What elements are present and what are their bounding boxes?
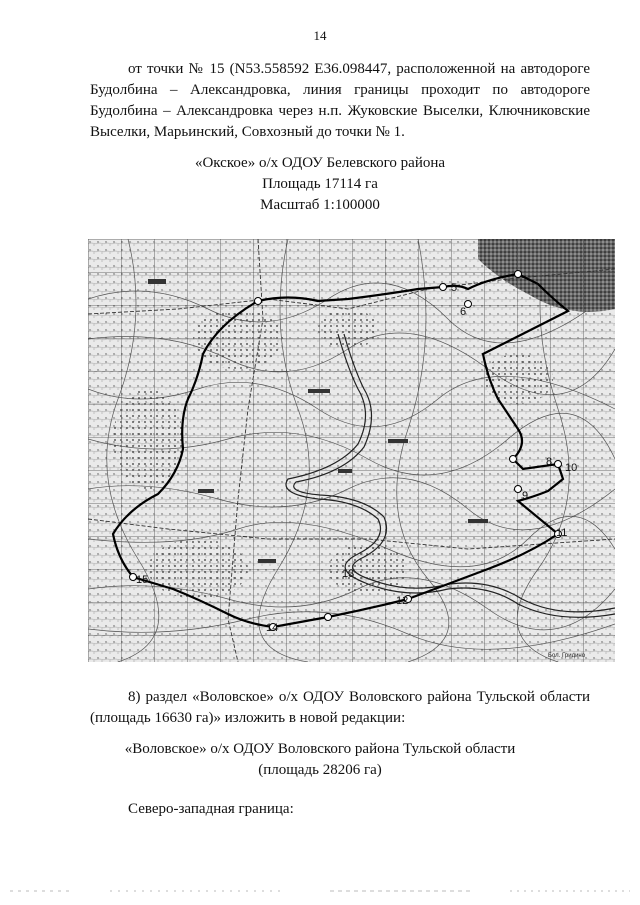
point-label: 15 <box>136 574 149 586</box>
page-number: 14 <box>313 28 327 43</box>
map-heading <box>0 153 640 216</box>
point-label: 11 <box>556 527 568 539</box>
point-label: 9 <box>522 490 529 502</box>
boundary-description-text: от точки № 15 (N53.558592 E36.098447, расположенной на автодороге Будолбина – Александровка, линия границы проходит по автодороге Будолбина – Александровка через н.п. Жуковские Выселки, Ключниковские Выселки, Марьинский, Совхозный до точки № 1. <box>90 61 590 140</box>
amendment-paragraph <box>90 687 590 729</box>
point-label: 12 <box>396 595 409 607</box>
northwest-border-label: Северо-западная граница: <box>128 801 294 817</box>
boundary-description-paragraph <box>90 59 590 143</box>
map-svg <box>88 239 615 662</box>
point-label: 13 <box>342 568 355 580</box>
point-label: 14 <box>266 622 279 634</box>
map-title: «Окское» о/х ОДОУ Белевского района <box>194 155 446 171</box>
volovo-area: (площадь 28206 га) <box>258 762 382 778</box>
point-label: 8 <box>546 456 553 468</box>
amendment-text: 8) раздел «Воловское» о/х ОДОУ Воловского района Тульской области (площадь 16630 га)» изложить в новой редакции: <box>90 689 590 726</box>
point-label: 6 <box>460 306 467 318</box>
volovo-title: «Воловское» о/х ОДОУ Воловского района Тульской области <box>124 741 516 757</box>
topographic-map <box>88 239 615 662</box>
point-label: 10 <box>565 462 578 474</box>
map-corner-text: Бол. Гридино <box>548 653 586 659</box>
map-area: Площадь 17114 га <box>262 176 378 192</box>
section-label-wrap <box>90 799 590 820</box>
map-scale: Масштаб 1:100000 <box>260 197 380 213</box>
scan-footer-noise <box>0 888 640 894</box>
point-label: 5 <box>451 282 458 294</box>
volovo-heading <box>0 739 640 781</box>
